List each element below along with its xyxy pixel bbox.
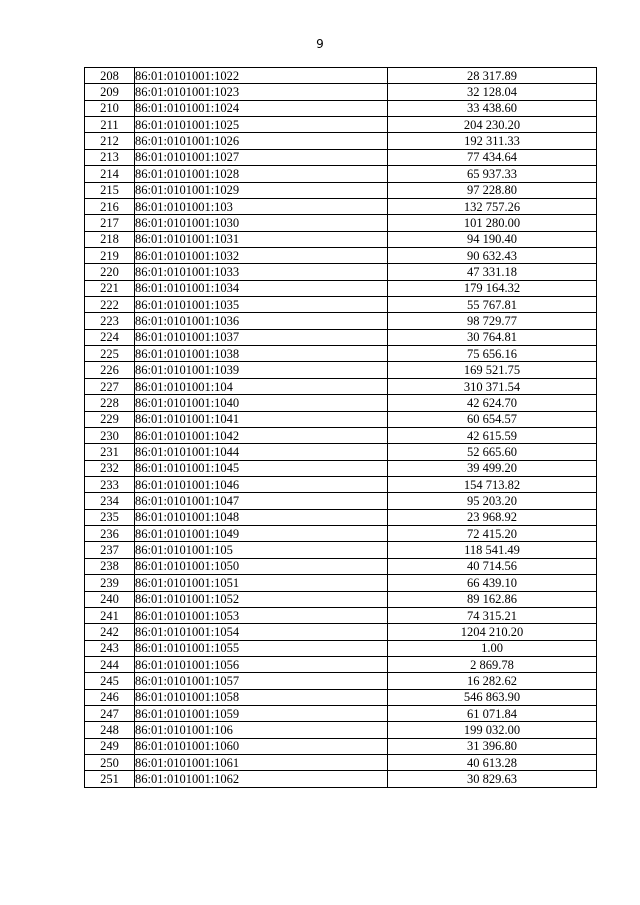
value-cell: 16 282.62 — [388, 673, 597, 689]
value-cell: 39 499.20 — [388, 460, 597, 476]
table-row — [85, 231, 597, 247]
cadastral-number-cell: 86:01:0101001:1029 — [135, 182, 388, 198]
cadastral-number-cell: 86:01:0101001:1058 — [135, 689, 388, 705]
row-number-cell: 230 — [85, 427, 135, 443]
cadastral-number-cell: 86:01:0101001:1050 — [135, 558, 388, 574]
row-number-cell: 242 — [85, 624, 135, 640]
value-cell: 154 713.82 — [388, 476, 597, 492]
value-cell: 1.00 — [388, 640, 597, 656]
row-number-cell: 245 — [85, 673, 135, 689]
value-cell: 118 541.49 — [388, 542, 597, 558]
value-cell: 89 162.86 — [388, 591, 597, 607]
value-cell: 97 228.80 — [388, 182, 597, 198]
value-cell: 94 190.40 — [388, 231, 597, 247]
cadastral-number-cell: 86:01:0101001:1049 — [135, 526, 388, 542]
table-row — [85, 624, 597, 640]
value-cell: 2 869.78 — [388, 656, 597, 672]
table-row — [85, 689, 597, 705]
value-cell: 132 757.26 — [388, 198, 597, 214]
row-number-cell: 227 — [85, 378, 135, 394]
cadastral-number-cell: 86:01:0101001:1032 — [135, 247, 388, 263]
cadastral-number-cell: 86:01:0101001:1062 — [135, 771, 388, 787]
value-cell: 30 764.81 — [388, 329, 597, 345]
cadastral-number-cell: 86:01:0101001:1030 — [135, 215, 388, 231]
value-cell: 40 613.28 — [388, 755, 597, 771]
row-number-cell: 239 — [85, 575, 135, 591]
value-cell: 31 396.80 — [388, 738, 597, 754]
row-number-cell: 217 — [85, 215, 135, 231]
row-number-cell: 221 — [85, 280, 135, 296]
cadastral-number-cell: 86:01:0101001:1027 — [135, 149, 388, 165]
row-number-cell: 220 — [85, 264, 135, 280]
table-row — [85, 247, 597, 263]
cadastral-number-cell: 86:01:0101001:1034 — [135, 280, 388, 296]
table-row — [85, 329, 597, 345]
table-row — [85, 427, 597, 443]
value-cell: 55 767.81 — [388, 297, 597, 313]
row-number-cell: 216 — [85, 198, 135, 214]
cadastral-number-cell: 86:01:0101001:1039 — [135, 362, 388, 378]
table-row — [85, 444, 597, 460]
value-cell: 23 968.92 — [388, 509, 597, 525]
cadastral-number-cell: 86:01:0101001:1057 — [135, 673, 388, 689]
cadastral-number-cell: 86:01:0101001:106 — [135, 722, 388, 738]
cadastral-number-cell: 86:01:0101001:103 — [135, 198, 388, 214]
row-number-cell: 241 — [85, 607, 135, 623]
table-row — [85, 542, 597, 558]
row-number-cell: 228 — [85, 395, 135, 411]
value-cell: 40 714.56 — [388, 558, 597, 574]
table-row — [85, 509, 597, 525]
cadastral-number-cell: 86:01:0101001:1024 — [135, 100, 388, 116]
table-row — [85, 526, 597, 542]
cadastral-number-cell: 86:01:0101001:1045 — [135, 460, 388, 476]
value-cell: 90 632.43 — [388, 247, 597, 263]
cadastral-number-cell: 86:01:0101001:105 — [135, 542, 388, 558]
row-number-cell: 236 — [85, 526, 135, 542]
value-cell: 32 128.04 — [388, 84, 597, 100]
value-cell: 1204 210.20 — [388, 624, 597, 640]
table-row — [85, 166, 597, 182]
table-row — [85, 117, 597, 133]
cadastral-number-cell: 86:01:0101001:1023 — [135, 84, 388, 100]
page-number: 9 — [316, 37, 324, 51]
cadastral-number-cell: 86:01:0101001:1056 — [135, 656, 388, 672]
row-number-cell: 248 — [85, 722, 135, 738]
value-cell: 42 615.59 — [388, 427, 597, 443]
value-cell: 65 937.33 — [388, 166, 597, 182]
value-cell: 28 317.89 — [388, 68, 597, 84]
table-row — [85, 411, 597, 427]
value-cell: 179 164.32 — [388, 280, 597, 296]
table-row — [85, 395, 597, 411]
row-number-cell: 244 — [85, 656, 135, 672]
cadastral-number-cell: 86:01:0101001:1046 — [135, 476, 388, 492]
table-row — [85, 460, 597, 476]
value-cell: 42 624.70 — [388, 395, 597, 411]
table-row — [85, 493, 597, 509]
table-row — [85, 280, 597, 296]
row-number-cell: 240 — [85, 591, 135, 607]
cadastral-number-cell: 86:01:0101001:1031 — [135, 231, 388, 247]
row-number-cell: 233 — [85, 476, 135, 492]
cadastral-number-cell: 86:01:0101001:1026 — [135, 133, 388, 149]
table-row — [85, 133, 597, 149]
row-number-cell: 223 — [85, 313, 135, 329]
cadastral-number-cell: 86:01:0101001:1048 — [135, 509, 388, 525]
row-number-cell: 213 — [85, 149, 135, 165]
row-number-cell: 231 — [85, 444, 135, 460]
row-number-cell: 214 — [85, 166, 135, 182]
table-row — [85, 738, 597, 754]
row-number-cell: 250 — [85, 755, 135, 771]
table-body — [85, 68, 597, 788]
table-row — [85, 149, 597, 165]
value-cell: 72 415.20 — [388, 526, 597, 542]
cadastral-number-cell: 86:01:0101001:1061 — [135, 755, 388, 771]
cadastral-number-cell: 86:01:0101001:1053 — [135, 607, 388, 623]
cadastral-value-table — [84, 67, 597, 788]
value-cell: 60 654.57 — [388, 411, 597, 427]
table-row — [85, 771, 597, 787]
row-number-cell: 208 — [85, 68, 135, 84]
row-number-cell: 226 — [85, 362, 135, 378]
cadastral-number-cell: 86:01:0101001:1060 — [135, 738, 388, 754]
table-row — [85, 100, 597, 116]
row-number-cell: 215 — [85, 182, 135, 198]
value-cell: 77 434.64 — [388, 149, 597, 165]
table-row — [85, 755, 597, 771]
value-cell: 74 315.21 — [388, 607, 597, 623]
table-row — [85, 215, 597, 231]
cadastral-number-cell: 86:01:0101001:1038 — [135, 346, 388, 362]
row-number-cell: 219 — [85, 247, 135, 263]
row-number-cell: 237 — [85, 542, 135, 558]
row-number-cell: 234 — [85, 493, 135, 509]
row-number-cell: 212 — [85, 133, 135, 149]
row-number-cell: 209 — [85, 84, 135, 100]
table-row — [85, 476, 597, 492]
table-row — [85, 575, 597, 591]
table-row — [85, 68, 597, 84]
cadastral-number-cell: 86:01:0101001:1051 — [135, 575, 388, 591]
value-cell: 30 829.63 — [388, 771, 597, 787]
value-cell: 199 032.00 — [388, 722, 597, 738]
cadastral-number-cell: 86:01:0101001:1041 — [135, 411, 388, 427]
cadastral-number-cell: 86:01:0101001:1036 — [135, 313, 388, 329]
cadastral-number-cell: 86:01:0101001:1028 — [135, 166, 388, 182]
value-cell: 204 230.20 — [388, 117, 597, 133]
table-row — [85, 84, 597, 100]
value-cell: 101 280.00 — [388, 215, 597, 231]
cadastral-number-cell: 86:01:0101001:1055 — [135, 640, 388, 656]
cadastral-number-cell: 86:01:0101001:1042 — [135, 427, 388, 443]
row-number-cell: 249 — [85, 738, 135, 754]
table-row — [85, 706, 597, 722]
table-row — [85, 591, 597, 607]
table-row — [85, 722, 597, 738]
row-number-cell: 251 — [85, 771, 135, 787]
table-row — [85, 346, 597, 362]
table-row — [85, 607, 597, 623]
row-number-cell: 238 — [85, 558, 135, 574]
cadastral-number-cell: 86:01:0101001:1040 — [135, 395, 388, 411]
value-cell: 75 656.16 — [388, 346, 597, 362]
table-row — [85, 264, 597, 280]
row-number-cell: 246 — [85, 689, 135, 705]
cadastral-number-cell: 86:01:0101001:1044 — [135, 444, 388, 460]
table-row — [85, 656, 597, 672]
cadastral-number-cell: 86:01:0101001:1025 — [135, 117, 388, 133]
value-cell: 192 311.33 — [388, 133, 597, 149]
cadastral-number-cell: 86:01:0101001:1022 — [135, 68, 388, 84]
table-row — [85, 362, 597, 378]
table-row — [85, 640, 597, 656]
table-row — [85, 558, 597, 574]
table-row — [85, 378, 597, 394]
cadastral-number-cell: 86:01:0101001:1054 — [135, 624, 388, 640]
cadastral-number-cell: 86:01:0101001:1033 — [135, 264, 388, 280]
cadastral-number-cell: 86:01:0101001:104 — [135, 378, 388, 394]
cadastral-number-cell: 86:01:0101001:1047 — [135, 493, 388, 509]
row-number-cell: 229 — [85, 411, 135, 427]
value-cell: 52 665.60 — [388, 444, 597, 460]
row-number-cell: 210 — [85, 100, 135, 116]
table-row — [85, 198, 597, 214]
value-cell: 98 729.77 — [388, 313, 597, 329]
row-number-cell: 211 — [85, 117, 135, 133]
value-cell: 66 439.10 — [388, 575, 597, 591]
value-cell: 33 438.60 — [388, 100, 597, 116]
table-row — [85, 297, 597, 313]
value-cell: 546 863.90 — [388, 689, 597, 705]
value-cell: 61 071.84 — [388, 706, 597, 722]
row-number-cell: 222 — [85, 297, 135, 313]
row-number-cell: 225 — [85, 346, 135, 362]
cadastral-number-cell: 86:01:0101001:1035 — [135, 297, 388, 313]
value-cell: 169 521.75 — [388, 362, 597, 378]
value-cell: 47 331.18 — [388, 264, 597, 280]
cadastral-number-cell: 86:01:0101001:1059 — [135, 706, 388, 722]
cadastral-number-cell: 86:01:0101001:1052 — [135, 591, 388, 607]
row-number-cell: 247 — [85, 706, 135, 722]
row-number-cell: 224 — [85, 329, 135, 345]
table-row — [85, 182, 597, 198]
table-row — [85, 313, 597, 329]
row-number-cell: 232 — [85, 460, 135, 476]
value-cell: 310 371.54 — [388, 378, 597, 394]
table-row — [85, 673, 597, 689]
row-number-cell: 235 — [85, 509, 135, 525]
cadastral-number-cell: 86:01:0101001:1037 — [135, 329, 388, 345]
row-number-cell: 218 — [85, 231, 135, 247]
row-number-cell: 243 — [85, 640, 135, 656]
value-cell: 95 203.20 — [388, 493, 597, 509]
